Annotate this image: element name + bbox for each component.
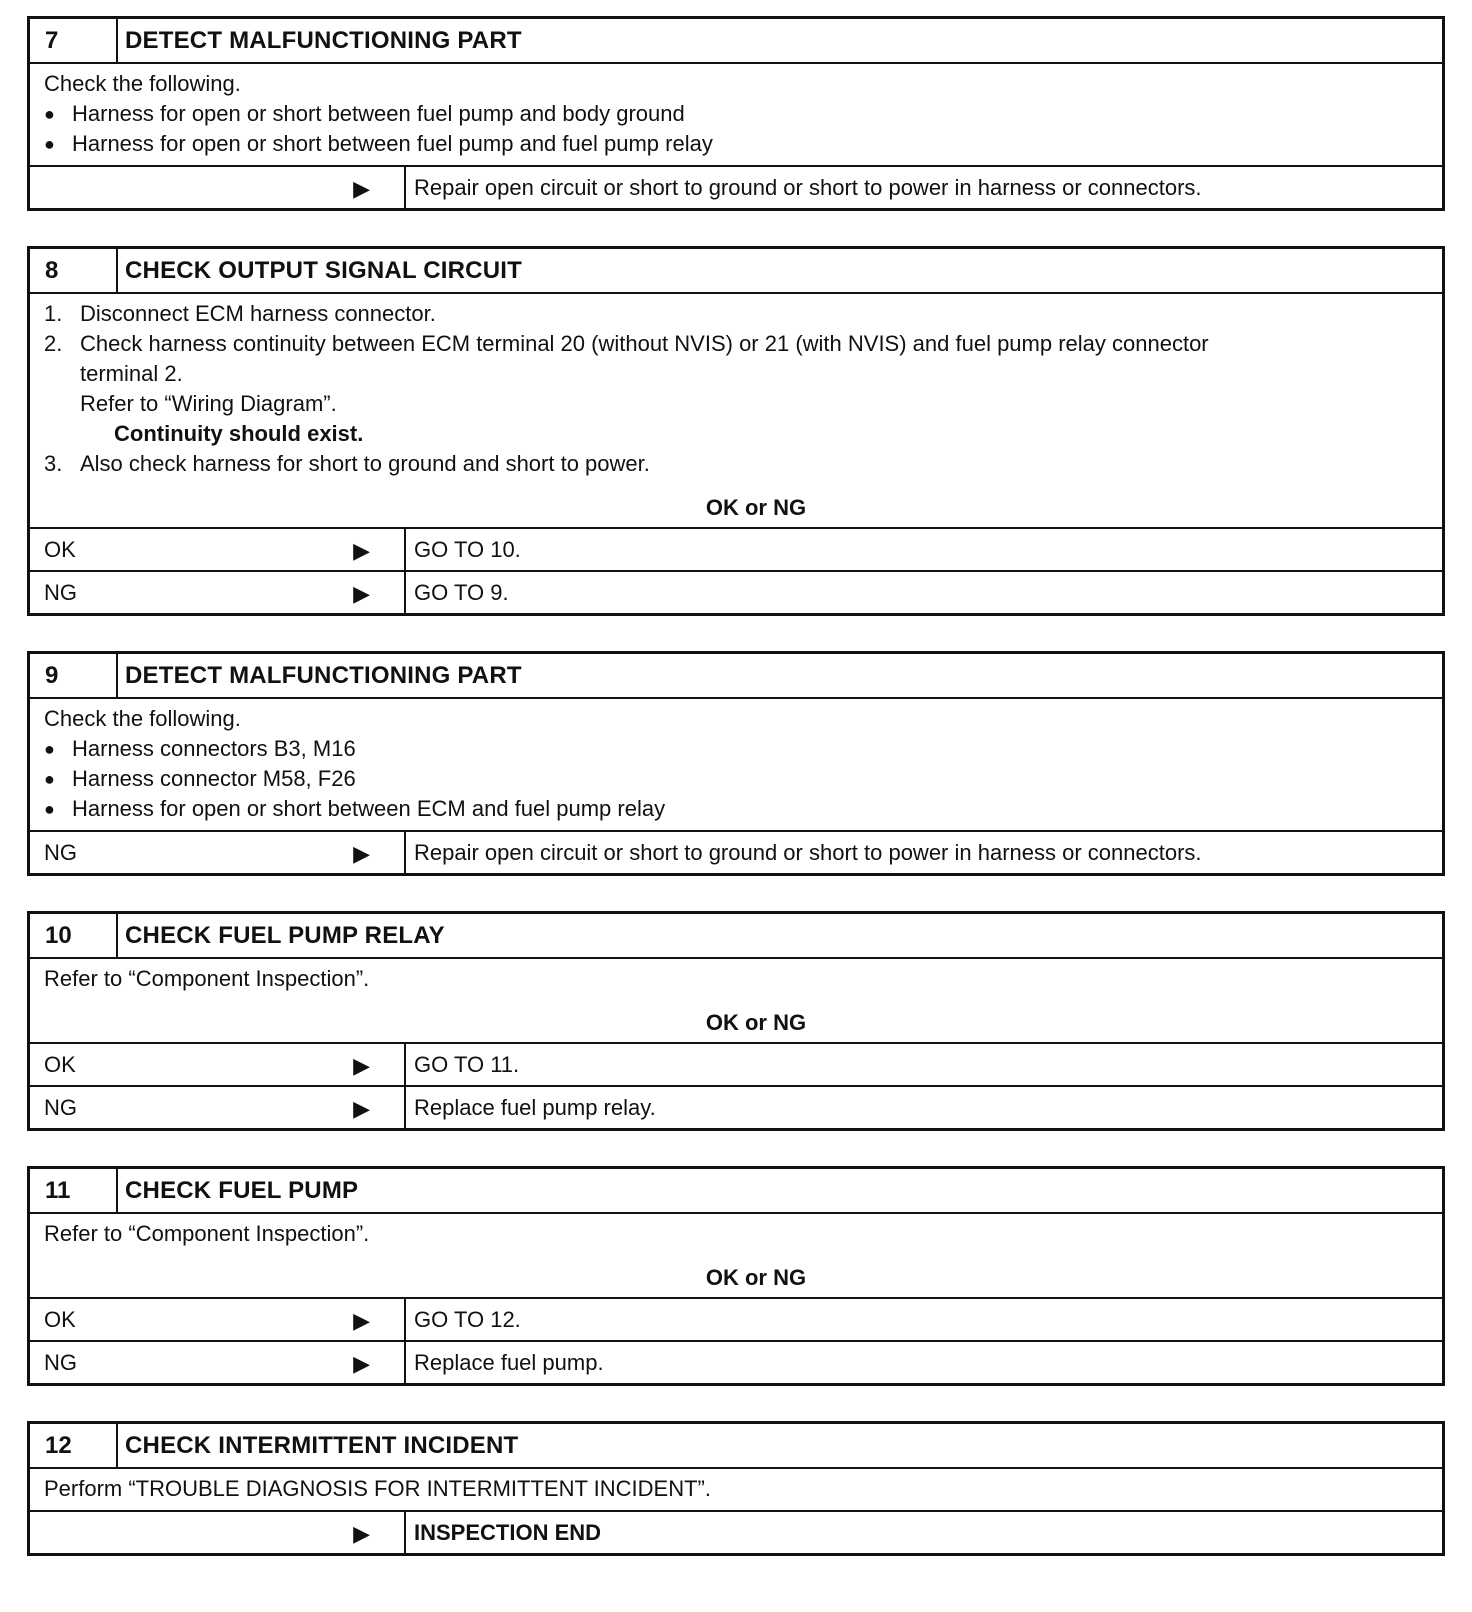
list-item: [44, 329, 1428, 359]
step-header: [30, 914, 1442, 959]
bullet-text: Harness for open or short between ECM and fuel pump relay: [72, 796, 666, 821]
step-body: [30, 1214, 1442, 1297]
result-row: [30, 830, 1442, 873]
arrow-right-icon: ▶: [353, 1521, 370, 1546]
result-label-text: NG: [44, 1094, 77, 1120]
step-8: [27, 246, 1445, 616]
bullet-text: Harness connectors B3, M16: [72, 736, 356, 761]
result-label: [30, 529, 406, 570]
result-row: [30, 1085, 1442, 1128]
list-item: [44, 449, 1428, 479]
result-row: [30, 1510, 1442, 1553]
step-header: [30, 654, 1442, 699]
arrow-right-icon: ▶: [353, 176, 370, 201]
step-10: [27, 911, 1445, 1131]
step-7: [27, 16, 1445, 211]
step-body: [30, 294, 1442, 527]
result-label-text: NG: [44, 839, 77, 865]
result-row: [30, 527, 1442, 570]
result-label: [30, 572, 406, 613]
bullet-item: [44, 764, 1428, 794]
ok-or-ng-label: OK or NG: [705, 1010, 807, 1035]
result-label: [30, 1087, 406, 1128]
bullet-item: [44, 99, 1428, 129]
item-number: 3.: [44, 451, 63, 476]
result-action: Repair open circuit or short to ground or short to power in harness or connectors.: [414, 839, 1202, 865]
step-intro: Refer to “Component Inspection”.: [44, 1221, 370, 1246]
arrow-right-icon: ▶: [353, 1351, 370, 1376]
item-number: 2.: [44, 331, 63, 356]
bullet-text: Harness for open or short between fuel pump and fuel pump relay: [72, 131, 713, 156]
item-text: Disconnect ECM harness connector.: [80, 301, 436, 326]
result-label: [30, 167, 406, 208]
step-11: [27, 1166, 1445, 1386]
bullet-icon: ●: [44, 104, 55, 124]
step-title: DETECT MALFUNCTIONING PART: [125, 26, 522, 54]
result-label: [30, 1299, 406, 1340]
bullet-item: [44, 794, 1428, 824]
step-number: 10: [30, 914, 118, 957]
result-label-text: OK: [44, 1306, 76, 1332]
result-label-text: NG: [44, 579, 77, 605]
arrow-right-icon: ▶: [353, 1308, 370, 1333]
bullet-item: [44, 129, 1428, 159]
result-action: GO TO 11.: [414, 1051, 520, 1077]
step-body: [30, 64, 1442, 165]
step-9: [27, 651, 1445, 876]
step-header: [30, 249, 1442, 294]
item-expectation: Continuity should exist.: [114, 421, 364, 446]
bullet-icon: ●: [44, 799, 55, 819]
result-row: [30, 1297, 1442, 1340]
result-label-text: OK: [44, 1051, 76, 1077]
item-text: Also check harness for short to ground and short to power.: [80, 451, 650, 476]
step-intro: Check the following.: [44, 71, 241, 96]
bullet-icon: ●: [44, 134, 55, 154]
step-title: DETECT MALFUNCTIONING PART: [125, 661, 522, 689]
bullet-item: [44, 734, 1428, 764]
step-number: 8: [30, 249, 118, 292]
result-row: [30, 1042, 1442, 1085]
arrow-right-icon: ▶: [353, 538, 370, 563]
arrow-right-icon: ▶: [353, 1053, 370, 1078]
step-12: [27, 1421, 1445, 1556]
step-header: [30, 19, 1442, 64]
bullet-text: Harness connector M58, F26: [72, 766, 356, 791]
step-header: [30, 1169, 1442, 1214]
result-action: GO TO 10.: [414, 536, 521, 562]
step-intro: Check the following.: [44, 706, 241, 731]
bullet-text: Harness for open or short between fuel pump and body ground: [72, 101, 685, 126]
step-title: CHECK OUTPUT SIGNAL CIRCUIT: [125, 256, 522, 284]
step-number: 9: [30, 654, 118, 697]
item-number: 1.: [44, 301, 63, 326]
result-label: [30, 1342, 406, 1383]
result-row: [30, 1340, 1442, 1383]
result-label-text: NG: [44, 1349, 77, 1375]
result-action: Replace fuel pump.: [414, 1349, 604, 1375]
result-action: GO TO 9.: [414, 579, 509, 605]
bullet-icon: ●: [44, 769, 55, 789]
arrow-right-icon: ▶: [353, 841, 370, 866]
diagnosis-steps: [27, 16, 1445, 1556]
step-header: [30, 1424, 1442, 1469]
step-title: CHECK FUEL PUMP: [125, 1176, 359, 1204]
step-body: [30, 959, 1442, 1042]
ok-or-ng-label: OK or NG: [705, 495, 807, 520]
step-number: 12: [30, 1424, 118, 1467]
result-action: Repair open circuit or short to ground or short to power in harness or connectors.: [414, 174, 1202, 200]
result-row: [30, 165, 1442, 208]
ok-or-ng-label: OK or NG: [705, 1265, 807, 1290]
item-continuation: terminal 2.: [80, 361, 183, 386]
result-label-text: OK: [44, 536, 76, 562]
result-action: INSPECTION END: [414, 1519, 602, 1545]
result-row: [30, 570, 1442, 613]
step-body: [30, 699, 1442, 830]
step-number: 11: [30, 1169, 118, 1212]
step-number: 7: [30, 19, 118, 62]
result-label: [30, 832, 406, 873]
arrow-right-icon: ▶: [353, 581, 370, 606]
item-reference: Refer to “Wiring Diagram”.: [80, 391, 337, 416]
result-action: Replace fuel pump relay.: [414, 1094, 656, 1120]
step-intro: Perform “TROUBLE DIAGNOSIS FOR INTERMITTENT INCIDENT”.: [44, 1476, 711, 1501]
step-body: [30, 1469, 1442, 1510]
result-action: GO TO 12.: [414, 1306, 521, 1332]
step-intro: Refer to “Component Inspection”.: [44, 966, 370, 991]
item-text: Check harness continuity between ECM terminal 20 (without NVIS) or 21 (with NVIS) and fuel pump relay connector: [80, 331, 1209, 356]
bullet-icon: ●: [44, 739, 55, 759]
step-title: CHECK FUEL PUMP RELAY: [125, 921, 445, 949]
result-label: [30, 1044, 406, 1085]
list-item: [44, 299, 1428, 329]
result-label: [30, 1512, 406, 1553]
arrow-right-icon: ▶: [353, 1096, 370, 1121]
step-title: CHECK INTERMITTENT INCIDENT: [125, 1431, 519, 1459]
